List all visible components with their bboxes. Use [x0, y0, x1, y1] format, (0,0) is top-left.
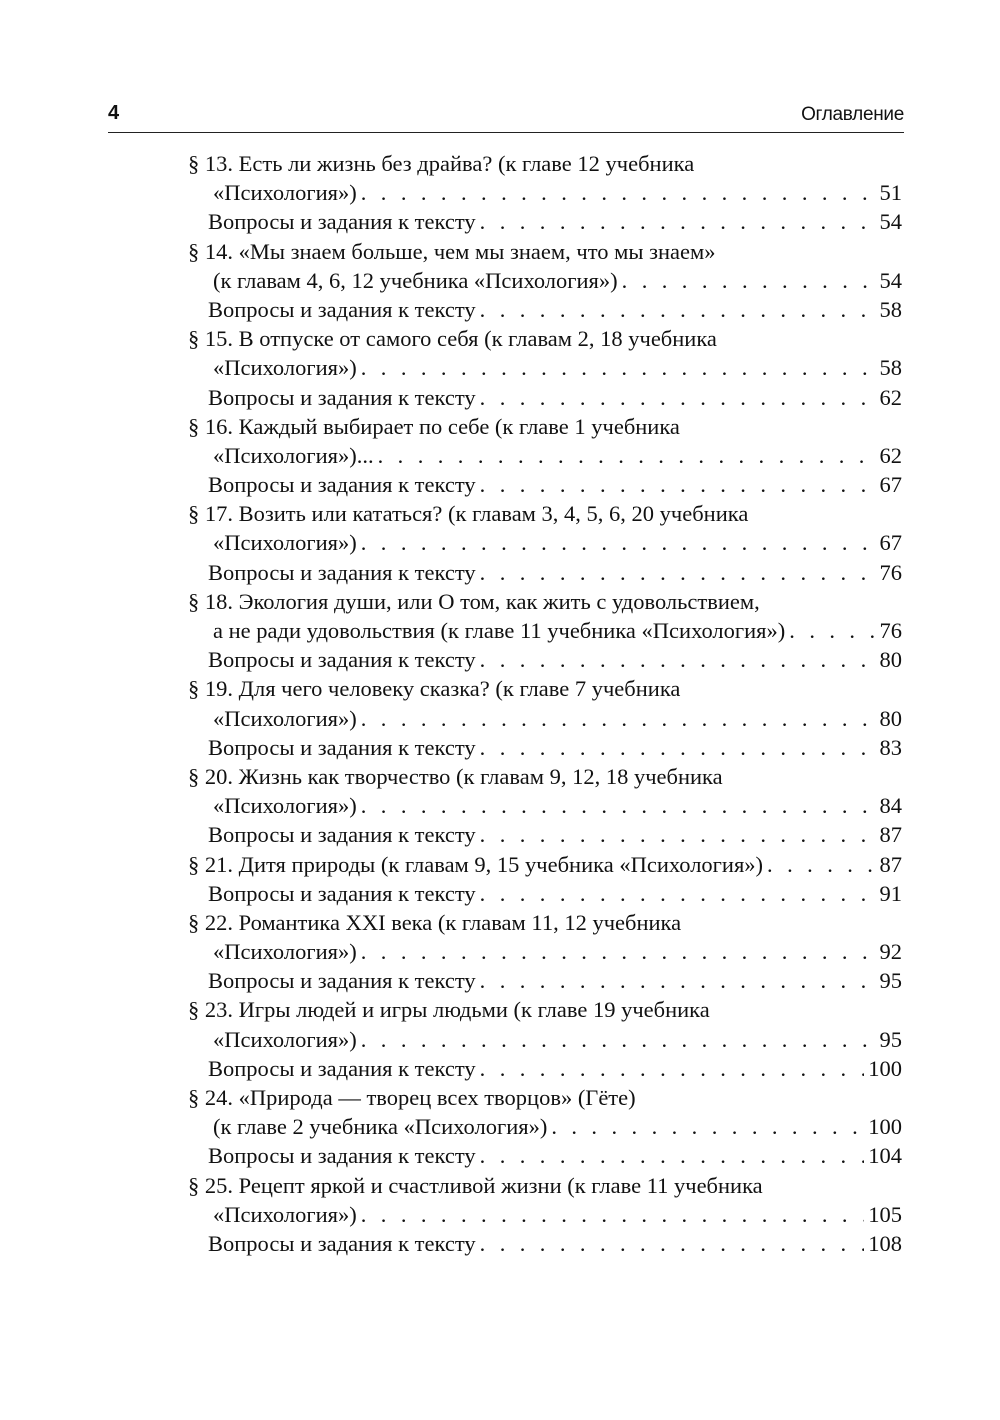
- page-ref: 91: [879, 880, 902, 906]
- toc-entry: [188, 995, 902, 1083]
- leader-dots: [361, 1025, 876, 1054]
- toc-entry-title-line: [188, 1025, 902, 1054]
- page-number: 4: [108, 102, 120, 124]
- entry-text: (к главам 4, 6, 12 учебника «Психология»): [213, 267, 618, 293]
- toc-entry-title-line: § 13. Есть ли жизнь без драйва? (к главе 12 учебника: [188, 151, 695, 176]
- toc-entry: [188, 237, 902, 325]
- leader-dots: [480, 1054, 865, 1083]
- toc-entry-title-line: § 14. «Мы знаем больше, чем мы знаем, что мы знаем»: [188, 238, 716, 264]
- page-ref: 76: [879, 559, 902, 585]
- entry-text: Вопросы и задания к тексту: [208, 1055, 476, 1081]
- toc-entry-title-line: § 25. Рецепт яркой и счастливой жизни (к главе 11 учебника: [188, 1172, 763, 1198]
- toc-questions-line: [188, 558, 902, 587]
- page-ref: 108: [868, 1230, 902, 1256]
- running-header: [108, 100, 904, 133]
- entry-text: Вопросы и задания к тексту: [208, 209, 476, 235]
- entry-text: «Психология»): [213, 180, 357, 206]
- page-ref: 84: [879, 793, 902, 819]
- toc-entry-title-line: [188, 266, 902, 295]
- page-ref: 54: [879, 209, 902, 235]
- toc-entry-title-line: [188, 528, 902, 557]
- leader-dots: [480, 879, 876, 908]
- toc-entry-title-line: § 24. «Природа — творец всех творцов» (Гёте): [188, 1085, 636, 1110]
- page-ref: 83: [879, 734, 902, 760]
- entry-text: «Психология»): [213, 793, 357, 819]
- toc-entry-title-line: [188, 1112, 902, 1141]
- toc-questions-line: [188, 733, 902, 762]
- leader-dots: [480, 966, 876, 995]
- toc-questions-line: [188, 820, 902, 849]
- page-ref: 100: [868, 1055, 902, 1081]
- entry-text: Вопросы и задания к тексту: [208, 1143, 476, 1169]
- leader-dots: [480, 207, 876, 236]
- entry-text: Вопросы и задания к тексту: [208, 968, 476, 994]
- toc-questions-line: [188, 645, 902, 674]
- page-ref: 62: [879, 442, 902, 468]
- entry-text: Вопросы и задания к тексту: [208, 296, 476, 322]
- leader-dots: [767, 850, 875, 879]
- page-ref: 104: [868, 1143, 902, 1169]
- toc-questions-line: [188, 470, 902, 499]
- page-ref: 80: [879, 705, 902, 731]
- page-ref: 58: [879, 355, 902, 381]
- page-ref: 87: [879, 851, 902, 877]
- leader-dots: [480, 1229, 865, 1258]
- entry-text: Вопросы и задания к тексту: [208, 647, 476, 673]
- toc-entry: [188, 674, 902, 762]
- toc-entry-title-line: § 15. В отпуске от самого себя (к главам 2, 18 учебника: [188, 326, 717, 352]
- toc-entry-title-line: [188, 353, 902, 382]
- page-ref: 54: [879, 267, 902, 293]
- toc-entry: [188, 499, 902, 587]
- leader-dots: [361, 937, 876, 966]
- table-of-contents: [188, 149, 902, 1258]
- toc-entry-title-line: § 16. Каждый выбирает по себе (к главе 1 учебника: [188, 413, 680, 439]
- page-ref: 95: [879, 968, 902, 994]
- toc-questions-line: [188, 207, 902, 236]
- running-title: Оглавление: [801, 104, 904, 125]
- leader-dots: [480, 733, 876, 762]
- toc-entry-title-line: [188, 441, 902, 470]
- entry-text: Вопросы и задания к тексту: [208, 822, 476, 848]
- entry-text: Вопросы и задания к тексту: [208, 472, 476, 498]
- leader-dots: [361, 178, 876, 207]
- leader-dots: [622, 266, 876, 295]
- toc-entry: [188, 412, 902, 500]
- entry-text: «Психология»): [213, 1201, 357, 1227]
- toc-entry-title-line: [188, 850, 902, 879]
- page-ref: 100: [868, 1114, 902, 1140]
- leader-dots: [551, 1112, 864, 1141]
- entry-text: «Психология»): [213, 1026, 357, 1052]
- toc-entry-title-line: § 19. Для чего человеку сказка? (к главе 7 учебника: [188, 676, 681, 702]
- entry-text: (к главе 2 учебника «Психология»): [213, 1114, 548, 1140]
- leader-dots: [378, 441, 876, 470]
- toc-entry: [188, 587, 902, 675]
- entry-text: а не ради удовольствия (к главе 11 учебника «Психология»): [213, 618, 786, 643]
- leader-dots: [361, 704, 876, 733]
- entry-text: Вопросы и задания к тексту: [208, 384, 476, 410]
- page-ref: 80: [879, 647, 902, 673]
- leader-dots: [361, 353, 876, 382]
- entry-text: Вопросы и задания к тексту: [208, 880, 476, 906]
- leader-dots: [480, 470, 876, 499]
- page-ref: 62: [879, 384, 902, 410]
- toc-entry-title-line: [188, 1200, 902, 1229]
- toc-entry-title-line: [188, 791, 902, 820]
- toc-questions-line: [188, 879, 902, 908]
- page-ref: 58: [879, 296, 902, 322]
- toc-questions-line: [188, 1054, 902, 1083]
- toc-entry: [188, 850, 902, 908]
- toc-entry: [188, 149, 902, 237]
- entry-text: «Психология»): [213, 939, 357, 965]
- page-ref: 105: [868, 1201, 902, 1227]
- page-ref: 51: [879, 180, 902, 206]
- toc-entry: [188, 1171, 902, 1259]
- entry-text: «Психология»)...: [213, 442, 374, 468]
- toc-questions-line: [188, 295, 902, 324]
- leader-dots: [789, 616, 875, 645]
- toc-entry-title-line: [188, 704, 902, 733]
- page-ref: 87: [879, 822, 902, 848]
- toc-entry-title-line: [188, 616, 902, 645]
- leader-dots: [361, 791, 876, 820]
- page-ref: 95: [879, 1026, 902, 1052]
- entry-text: Вопросы и задания к тексту: [208, 734, 476, 760]
- toc-entry-title-line: § 17. Возить или кататься? (к главам 3, 4, 5, 6, 20 учебника: [188, 501, 749, 527]
- leader-dots: [480, 1141, 865, 1170]
- leader-dots: [480, 295, 876, 324]
- toc-questions-line: [188, 1229, 902, 1258]
- entry-text: «Психология»): [213, 355, 357, 381]
- toc-entry-title-line: § 23. Игры людей и игры людьми (к главе 19 учебника: [188, 997, 710, 1023]
- toc-entry: [188, 908, 902, 996]
- toc-entry: [188, 1083, 902, 1171]
- leader-dots: [480, 383, 876, 412]
- leader-dots: [480, 645, 876, 674]
- page-ref: 67: [879, 472, 902, 498]
- toc-entry: [188, 762, 902, 850]
- toc-entry-title-line: § 20. Жизнь как творчество (к главам 9, 12, 18 учебника: [188, 763, 723, 789]
- entry-text: «Психология»): [213, 705, 357, 731]
- leader-dots: [361, 528, 876, 557]
- toc-entry: [188, 324, 902, 412]
- page-ref: 92: [879, 939, 902, 965]
- toc-questions-line: [188, 1141, 902, 1170]
- toc-questions-line: [188, 966, 902, 995]
- toc-entry-title-line: § 22. Романтика XXI века (к главам 11, 12 учебника: [188, 909, 682, 935]
- toc-entry-title-line: [188, 178, 902, 207]
- page-ref: 67: [879, 530, 902, 556]
- entry-text: Вопросы и задания к тексту: [208, 559, 476, 585]
- leader-dots: [480, 558, 876, 587]
- leader-dots: [361, 1200, 865, 1229]
- leader-dots: [480, 820, 876, 849]
- entry-text: § 21. Дитя природы (к главам 9, 15 учебника «Психология»): [188, 851, 764, 877]
- toc-entry-title-line: § 18. Экология души, или О том, как жить с удовольствием,: [188, 588, 760, 614]
- toc-entry-title-line: [188, 937, 902, 966]
- entry-text: Вопросы и задания к тексту: [208, 1230, 476, 1256]
- entry-text: «Психология»): [213, 530, 357, 556]
- toc-questions-line: [188, 383, 902, 412]
- page-ref: 76: [879, 618, 902, 643]
